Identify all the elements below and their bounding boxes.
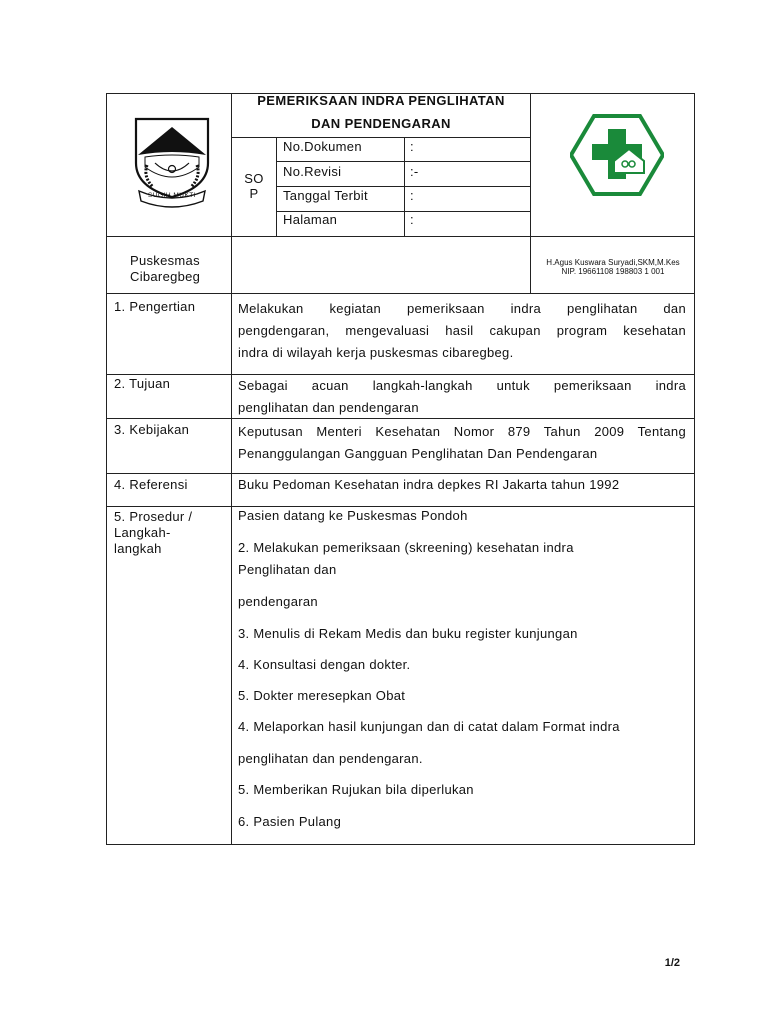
document-title-line1: PEMERIKSAAN INDRA PENGLIHATAN: [257, 93, 505, 108]
meta-label-no-revisi: No.Revisi: [283, 164, 342, 179]
section-body-tujuan: [238, 375, 686, 419]
section-label-referensi: 4. Referensi: [114, 477, 188, 492]
kebijakan-line: Keputusan Menteri Kesehatan Nomor 879 Tahun 2009 Tentang: [238, 424, 686, 439]
signer-name: H.Agus Kuswara Suryadi,SKM,M.Kes: [546, 258, 680, 267]
emblem-motto: SUGIH MUKTI: [147, 192, 197, 199]
kebijakan-line: Penanggulangan Gangguan Penglihatan Dan Pendengaran: [238, 446, 598, 461]
sop-label-part1: SO: [244, 171, 264, 186]
meta-value-no-dokumen: :: [410, 139, 414, 154]
meta-value-tanggal-terbit: :: [410, 188, 414, 203]
section-label-kebijakan: 3. Kebijakan: [114, 422, 190, 437]
organization-line1: Puskesmas: [130, 253, 200, 268]
signer-nip: NIP. 19661108 198803 1 001: [561, 267, 665, 276]
organization-name: [130, 253, 200, 285]
section-label-tujuan: 2. Tujuan: [114, 376, 171, 391]
sop-label-part2: P: [249, 186, 259, 201]
prosedur-step: 5. Memberikan Rujukan bila diperlukan: [238, 782, 474, 797]
prosedur-step: 3. Menulis di Rekam Medis dan buku register kunjungan: [238, 626, 578, 641]
pengertian-line: indra di wilayah kerja puskesmas cibaregbeg.: [238, 345, 514, 360]
meta-label-no-dokumen: No.Dokumen: [283, 139, 362, 154]
prosedur-step: 4. Konsultasi dengan dokter.: [238, 657, 411, 672]
regional-emblem-logo: [133, 113, 211, 208]
prosedur-label-line2: Langkah-: [114, 525, 171, 540]
section-label-pengertian: 1. Pengertian: [114, 299, 196, 314]
tujuan-line: Sebagai acuan langkah-langkah untuk pemeriksaan indra: [238, 378, 686, 393]
section-body-referensi: Buku Pedoman Kesehatan indra depkes RI Jakarta tahun 1992: [238, 477, 620, 492]
section-body-pengertian: [238, 298, 686, 364]
prosedur-label-line1: 5. Prosedur /: [114, 509, 193, 524]
meta-value-halaman: :: [410, 212, 414, 227]
organization-line2: Cibaregbeg: [130, 269, 201, 284]
prosedur-step: 2. Melakukan pemeriksaan (skreening) kesehatan indra: [238, 540, 574, 555]
page-number: 1/2: [664, 957, 680, 969]
meta-label-halaman: Halaman: [283, 212, 338, 227]
section-body-kebijakan: [238, 421, 686, 465]
document-title-line2: DAN PENDENGARAN: [311, 116, 451, 131]
meta-value-no-revisi: :-: [410, 164, 419, 179]
prosedur-step: 4. Melaporkan hasil kunjungan dan di catat dalam Format indra: [238, 719, 620, 734]
prosedur-step: penglihatan dan pendengaran.: [238, 751, 423, 766]
pengertian-line: pengdengaran, mengevaluasi hasil cakupan program kesehatan: [238, 323, 686, 338]
prosedur-step: pendengaran: [238, 594, 318, 609]
prosedur-step: Penglihatan dan: [238, 562, 337, 577]
meta-label-tanggal-terbit: Tanggal Terbit: [283, 188, 368, 203]
prosedur-step: 5. Dokter meresepkan Obat: [238, 688, 406, 703]
tujuan-line: penglihatan dan pendengaran: [238, 400, 419, 415]
pengertian-line: Melakukan kegiatan pemeriksaan indra penglihatan dan: [238, 301, 686, 316]
section-label-prosedur: [114, 509, 192, 557]
puskesmas-logo: [570, 113, 664, 197]
prosedur-label-line3: langkah: [114, 541, 162, 556]
prosedur-step: Pasien datang ke Puskesmas Pondoh: [238, 508, 468, 523]
prosedur-step: 6. Pasien Pulang: [238, 814, 342, 829]
sop-label: [232, 171, 276, 201]
